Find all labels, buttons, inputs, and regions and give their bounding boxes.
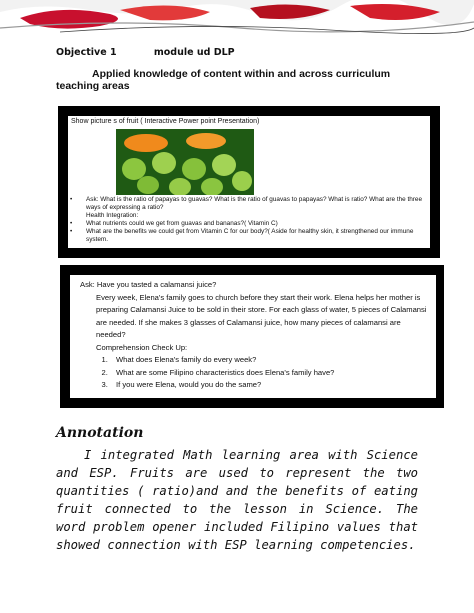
list-item: • What are the benefits we could get from Vitamin C for our body?( Aside for healthy skin, it strengthened our immune system.	[70, 228, 414, 243]
annotation-title: Annotation	[56, 425, 144, 441]
applied-knowledge-heading	[56, 68, 416, 92]
comprehension-questions	[80, 354, 432, 392]
story-ask: Ask: Have you tasted a calamansi juice?	[80, 280, 217, 289]
comprehension-heading: Comprehension Check Up:	[96, 342, 188, 352]
calamansi-story-box	[60, 265, 444, 408]
fruit-activity-box	[58, 106, 440, 258]
fruit-photo-icon	[116, 129, 254, 195]
applied-line-2: teaching areas	[56, 80, 130, 92]
objective-label: Objective 1	[56, 47, 117, 58]
list-item: 3. If you were Elena, would you do the same?	[110, 379, 432, 392]
fruit-activity-content	[68, 116, 430, 248]
fruit-question-list	[68, 196, 428, 244]
list-item: 2. What are some Filipino characteristics does Elena's family have?	[110, 367, 432, 380]
list-item: Health Integration:	[86, 212, 139, 219]
word-problem	[80, 279, 432, 392]
annotation-text	[56, 446, 418, 554]
header-decoration	[0, 0, 474, 40]
story-paragraph: Every week, Elena's family goes to church before they start their work. Elena helps her mother is preparing Calamansi Juice to be sold in their store. For each glass of water, 5 pieces of Calamansi are needed. If she makes 3 glasses of Calamansi juice, how many pieces of calamansi are needed?	[96, 292, 427, 339]
objective-heading	[56, 47, 235, 58]
list-item: • Ask: What is the ratio of papayas to guavas? What is the ratio of guavas to papayas? What is ratio? What are the three ways of expressing a ratio?	[70, 196, 423, 211]
module-label: module ud DLP	[153, 47, 235, 58]
annotation-body: I integrated Math learning area with Science and ESP. Fruits are used to represent the two quantities ( ratio)and and the benefits of eating fruit connected to the lesson in Science. The word problem opener included Filipino values that showed connection with ESP learning competencies.	[56, 448, 418, 552]
list-item: • What nutrients could we get from guavas and bananas?( Vitamin C)	[70, 220, 278, 227]
applied-line-1: Applied knowledge of content within and across curriculum	[92, 68, 391, 80]
fruit-activity-title: Show picture s of fruit ( Interactive Power point Presentation)	[71, 118, 260, 125]
list-item: 1. What does Elena's family do every week?	[110, 354, 432, 367]
calamansi-story-content	[70, 275, 436, 398]
